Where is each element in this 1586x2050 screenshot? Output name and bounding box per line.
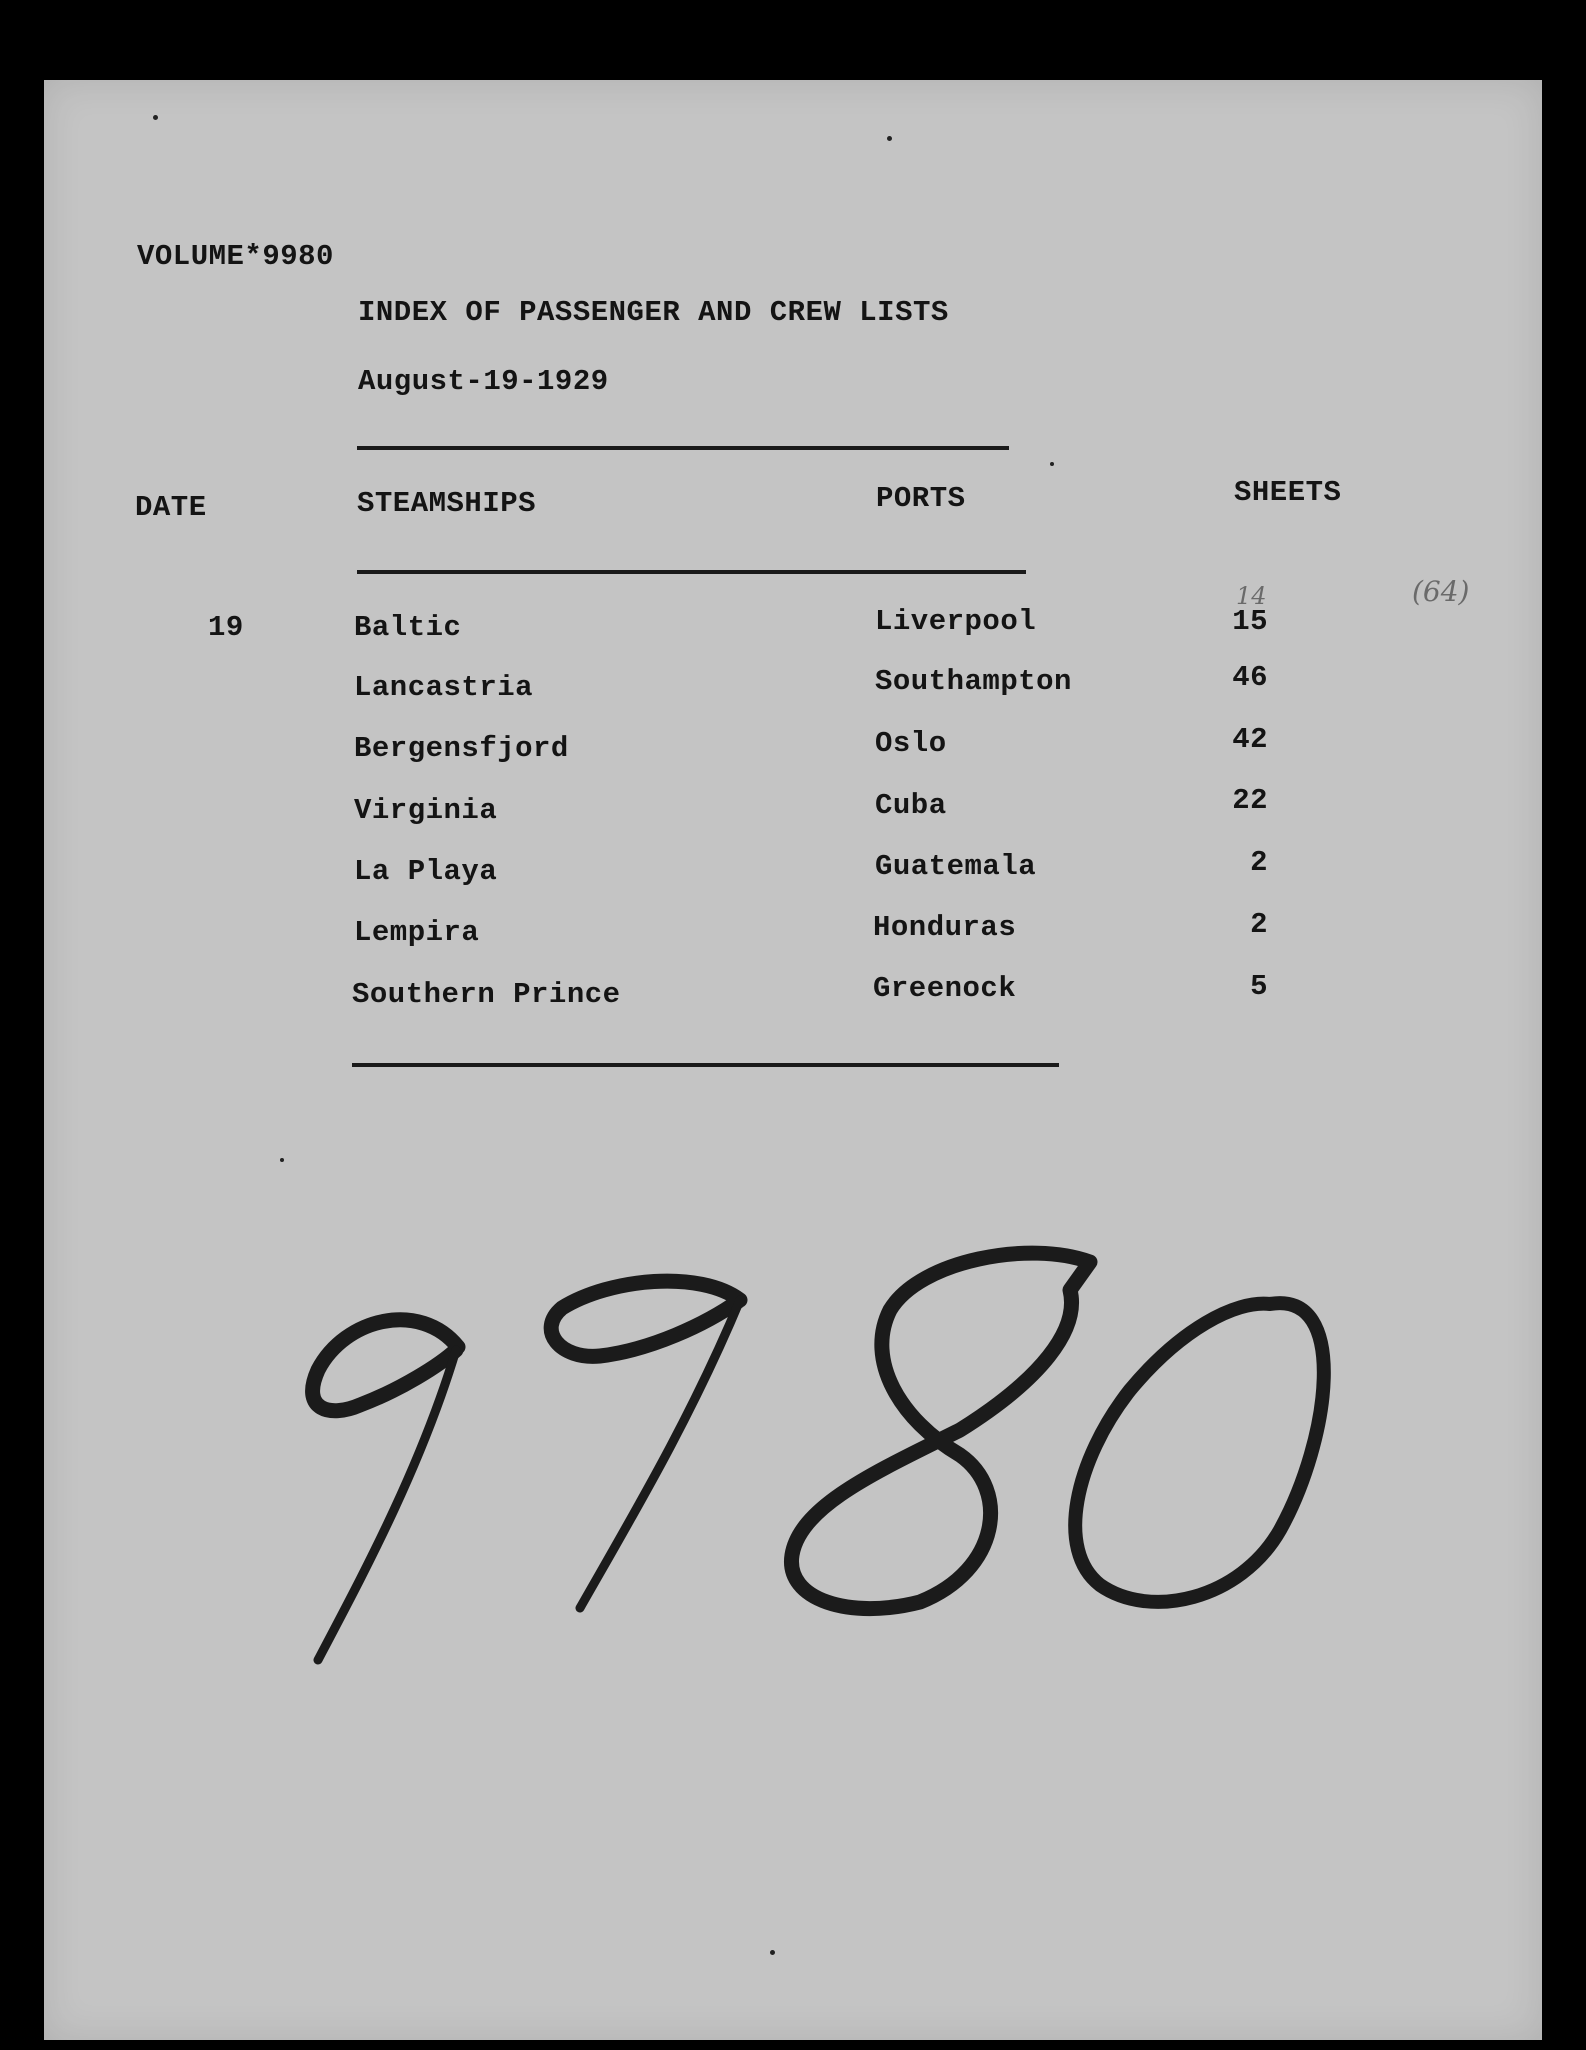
row-sheets: 42: [1232, 723, 1268, 756]
row-steamship: Virginia: [354, 794, 498, 827]
row-steamship: Lancastria: [354, 671, 534, 704]
row-sheets: 2: [1250, 908, 1268, 941]
row-steamship: Southern Prince: [352, 978, 621, 1011]
row-port: Liverpool: [875, 605, 1037, 638]
row-sheets: 15: [1232, 605, 1268, 638]
volume-label: VOLUME*9980: [137, 240, 334, 273]
row-port: Greenock: [873, 972, 1017, 1005]
row-sheets: 46: [1232, 661, 1268, 694]
column-header-ports: PORTS: [876, 482, 966, 515]
row-steamship: Lempira: [354, 916, 480, 949]
row-port: Southampton: [875, 665, 1072, 698]
row-sheets: 2: [1250, 846, 1268, 879]
row-sheets: 22: [1232, 784, 1268, 817]
row-port: Oslo: [875, 727, 947, 760]
document-date: August-19-1929: [358, 365, 609, 398]
row-sheets: 5: [1250, 970, 1268, 1003]
handwritten-digit-0: [1075, 1303, 1324, 1602]
row-port: Honduras: [873, 911, 1017, 944]
row-steamship: Bergensfjord: [354, 732, 569, 765]
column-header-date: DATE: [135, 491, 207, 524]
row-port: Guatemala: [875, 850, 1037, 883]
row-steamship: Baltic: [354, 611, 462, 644]
handwritten-digit-9: [551, 1281, 740, 1356]
row-steamship: La Playa: [354, 855, 498, 888]
sheets-correction-annotation: 14: [1236, 582, 1267, 610]
row-date: 19: [208, 611, 244, 644]
margin-note-annotation: (64): [1412, 575, 1470, 608]
column-header-sheets: SHEETS: [1234, 476, 1342, 509]
column-header-steamships: STEAMSHIPS: [357, 487, 537, 520]
document-title: INDEX OF PASSENGER AND CREW LISTS: [358, 296, 949, 329]
handwritten-digit-8: [791, 1253, 1090, 1608]
row-port: Cuba: [875, 789, 947, 822]
